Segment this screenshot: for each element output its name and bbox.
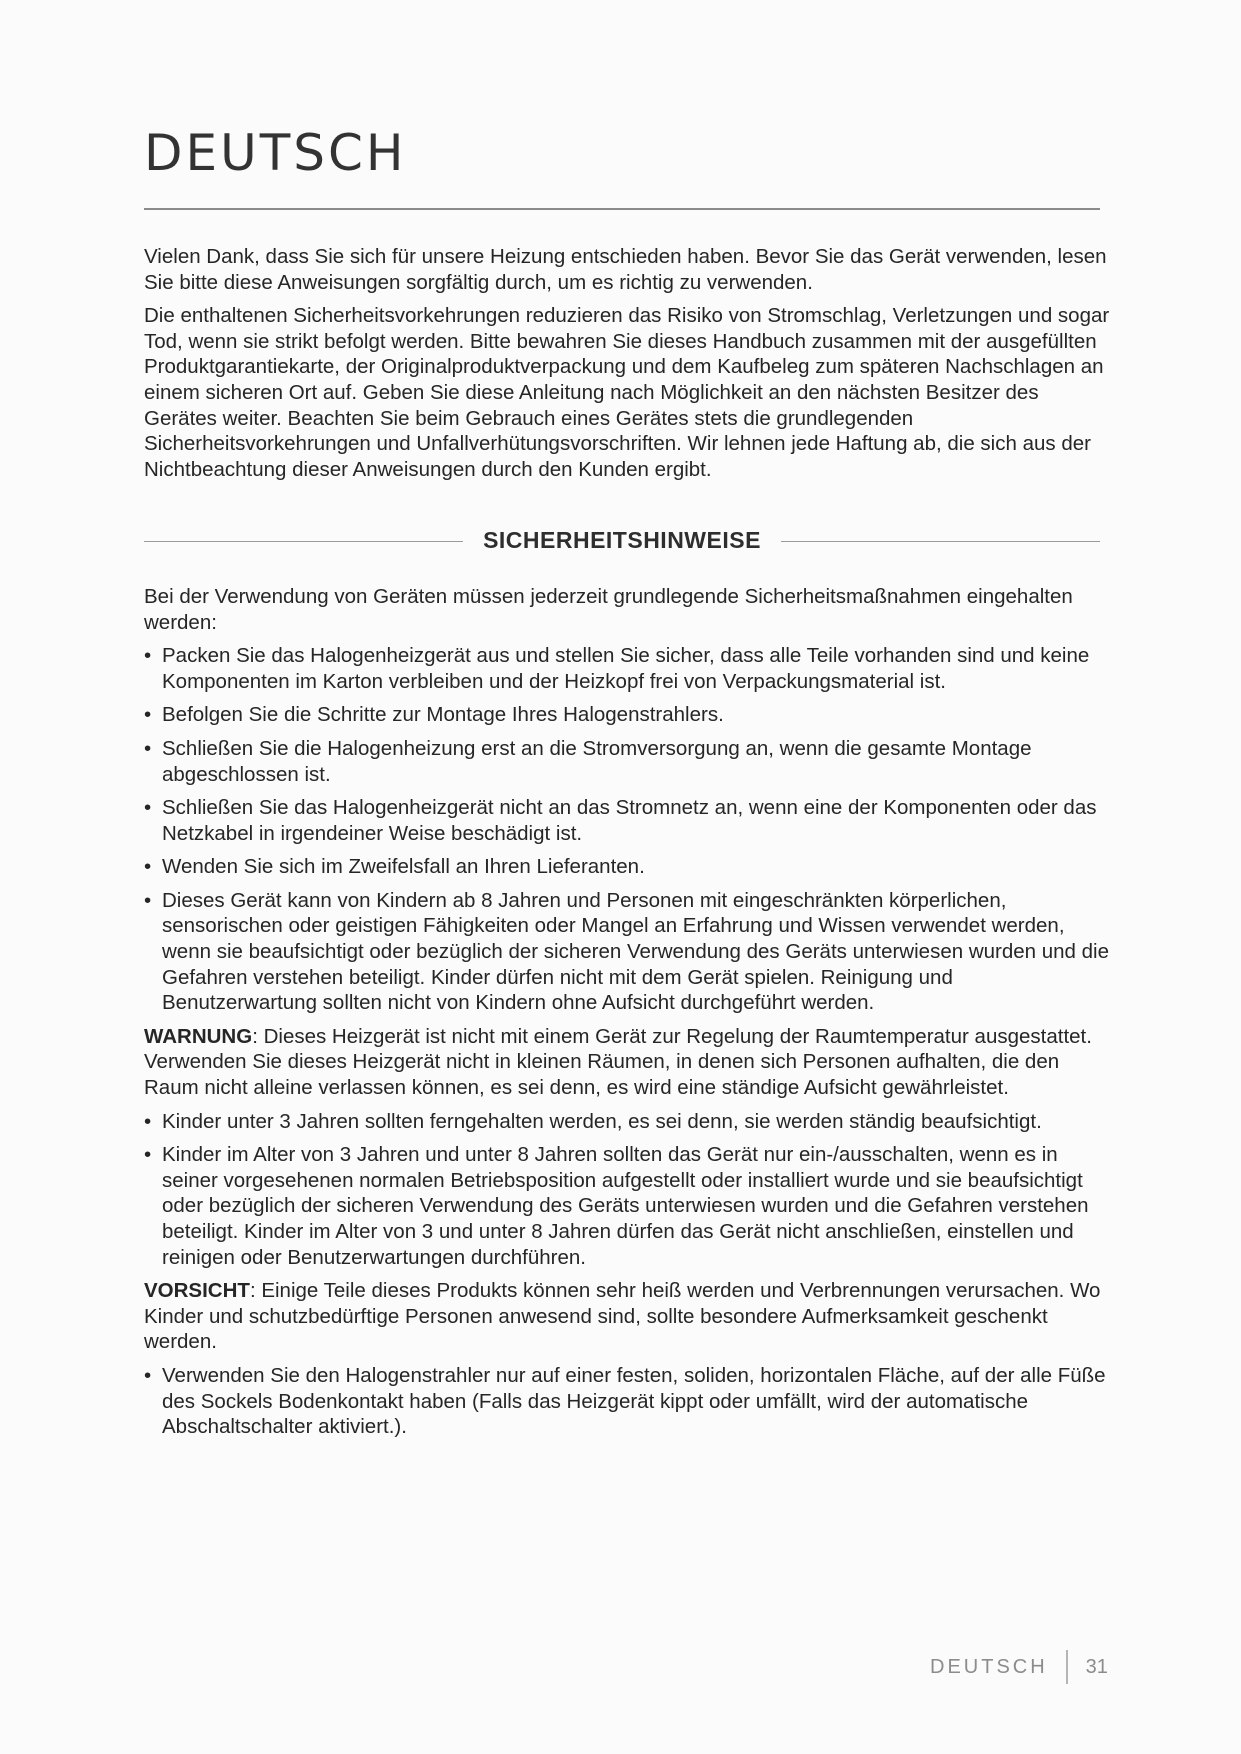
warning-label: WARNUNG <box>144 1024 253 1048</box>
list-item-text: Packen Sie das Halogenheizgerät aus und stellen Sie sicher, dass alle Teile vorhanden sind und keine Komponenten im Karton verbleiben und der Heizkopf frei von Verpackungsmaterial ist. <box>162 644 1090 693</box>
list-item-text: Kinder unter 3 Jahren sollten ferngehalten werden, es sei denn, sie werden ständig beaufsichtigt. <box>162 1109 1042 1133</box>
bullet-icon: • <box>144 644 152 668</box>
list-item-text: Wenden Sie sich im Zweifelsfall an Ihren Lieferanten. <box>162 855 645 879</box>
list-item-text: Kinder im Alter von 3 Jahren und unter 8 Jahren sollten das Gerät nur ein-/ausschalten, wenn es in seiner vorgesehenen normalen Betriebsposition aufgestellt oder installiert wurde und sie beaufsichtigt oder bezüglich der sicheren Verwendung des Geräts unterwiesen wurden und die Gefahren verstehen beteiligt. Kinder im Alter von 3 und unter 8 Jahren dürfen das Gerät nicht anschließen, einstellen und reinigen oder Benutzerwartungen durchführen. <box>162 1143 1089 1269</box>
list-item <box>144 854 1112 880</box>
caution-label: VORSICHT <box>144 1279 250 1303</box>
page-number: 31 <box>1085 1655 1108 1678</box>
list-item <box>144 736 1112 787</box>
bullet-icon: • <box>144 1363 152 1387</box>
list-item-text: Schließen Sie die Halogenheizung erst an die Stromversorgung an, wenn die gesamte Montage abgeschlossen ist. <box>162 736 1032 786</box>
safety-lead: Bei der Verwendung von Geräten müssen jederzeit grundlegende Sicherheitsmaßnahmen eingehalten werden: <box>144 584 1073 634</box>
section-heading-safety <box>144 528 1100 554</box>
list-item-text: Befolgen Sie die Schritte zur Montage Ihres Halogenstrahlers. <box>162 703 724 727</box>
footer-language-label: DEUTSCH <box>930 1655 1048 1678</box>
list-item <box>144 643 1112 694</box>
footer-divider <box>1066 1650 1068 1684</box>
list-item <box>144 702 1112 728</box>
list-item-text: Verwenden Sie den Halogenstrahler nur auf einer festen, soliden, horizontalen Fläche, auf der alle Füße des Sockels Bodenkontakt haben (Falls das Heizgerät kippt oder umfällt, wird der automatische Abschaltschalter aktiviert.). <box>162 1363 1106 1439</box>
list-item-text: Dieses Gerät kann von Kindern ab 8 Jahren und Personen mit eingeschränkten körperlichen, sensorischen oder geistigen Fähigkeiten oder Mangel an Erfahrung und Wissen verwendet werden, wenn sie beaufsichtigt oder bezüglich der sicheren Verwendung des Geräts unterwiesen wurden und die Gefahren verstehen beteiligt. Kinder dürfen nicht mit dem Gerät spielen. Reinigung und Benutzerwartung sollten nicht von Kindern ohne Aufsicht durchgeführt werden. <box>162 888 1110 1015</box>
bullet-icon: • <box>144 736 152 760</box>
list-item-text: Schließen Sie das Halogenheizgerät nicht an das Stromnetz an, wenn eine der Komponenten oder das Netzkabel in irgendeiner Weise beschädigt ist. <box>162 796 1097 845</box>
caution-text: : Einige Teile dieses Produkts können sehr heiß werden und Verbrennungen verursachen. Wo Kinder und schutzbedürftige Personen anwesend sind, sollte besondere Aufmerksamkeit geschenkt werden. <box>144 1279 1101 1354</box>
intro-section <box>144 244 1112 482</box>
title-divider <box>144 208 1100 210</box>
list-item <box>144 795 1112 846</box>
safety-list-3 <box>144 1363 1112 1440</box>
heading-rule-left <box>144 541 463 542</box>
list-item <box>144 888 1112 1016</box>
page-content <box>144 244 1112 1448</box>
page-title: DEUTSCH <box>144 124 407 182</box>
bullet-icon: • <box>144 1109 152 1133</box>
bullet-icon: • <box>144 1143 152 1167</box>
page-footer <box>930 1650 1108 1684</box>
safety-list-2 <box>144 1109 1112 1271</box>
warning-text: : Dieses Heizgerät ist nicht mit einem Gerät zur Regelung der Raumtemperatur ausgestattet. Verwenden Sie dieses Heizgerät nicht in kleinen Räumen, in denen sich Personen aufhalten, die den Raum nicht alleine verlassen können, es sei denn, es wird eine ständige Aufsicht gewährleistet. <box>144 1024 1092 1100</box>
warning-paragraph <box>144 1024 1112 1101</box>
list-item <box>144 1109 1112 1135</box>
bullet-icon: • <box>144 796 152 820</box>
heading-rule-right <box>781 541 1100 542</box>
safety-list-1 <box>144 643 1112 1016</box>
bullet-icon: • <box>144 888 152 912</box>
section-heading-label: SICHERHEITSHINWEISE <box>483 527 761 554</box>
caution-paragraph <box>144 1278 1112 1355</box>
bullet-icon: • <box>144 855 152 879</box>
list-item <box>144 1363 1112 1440</box>
bullet-icon: • <box>144 703 152 727</box>
intro-paragraph-2: Die enthaltenen Sicherheitsvorkehrungen reduzieren das Risiko von Stromschlag, Verletzungen und sogar Tod, wenn sie strikt befolgt werden. Bitte bewahren Sie dieses Handbuch zusammen mit der ausgefüllten Produktgarantiekarte, der Originalproduktverpackung und dem Kaufbeleg zum späteren Nachschlagen an einem sicheren Ort auf. Geben Sie diese Anleitung nach Möglichkeit an den nächsten Besitzer des Gerätes weiter. Beachten Sie beim Gebrauch eines Gerätes stets die grundlegenden Sicherheitsvorkehrungen und Unfallverhütungsvorschriften. Wir lehnen jede Haftung ab, die sich aus der Nichtbeachtung dieser Anweisungen durch den Kunden ergibt. <box>144 304 1110 481</box>
list-item <box>144 1142 1112 1270</box>
intro-paragraph-1: Vielen Dank, dass Sie sich für unsere Heizung entschieden haben. Bevor Sie das Gerät verwenden, lesen Sie bitte diese Anweisungen sorgfältig durch, um es richtig zu verwenden. <box>144 245 1107 294</box>
